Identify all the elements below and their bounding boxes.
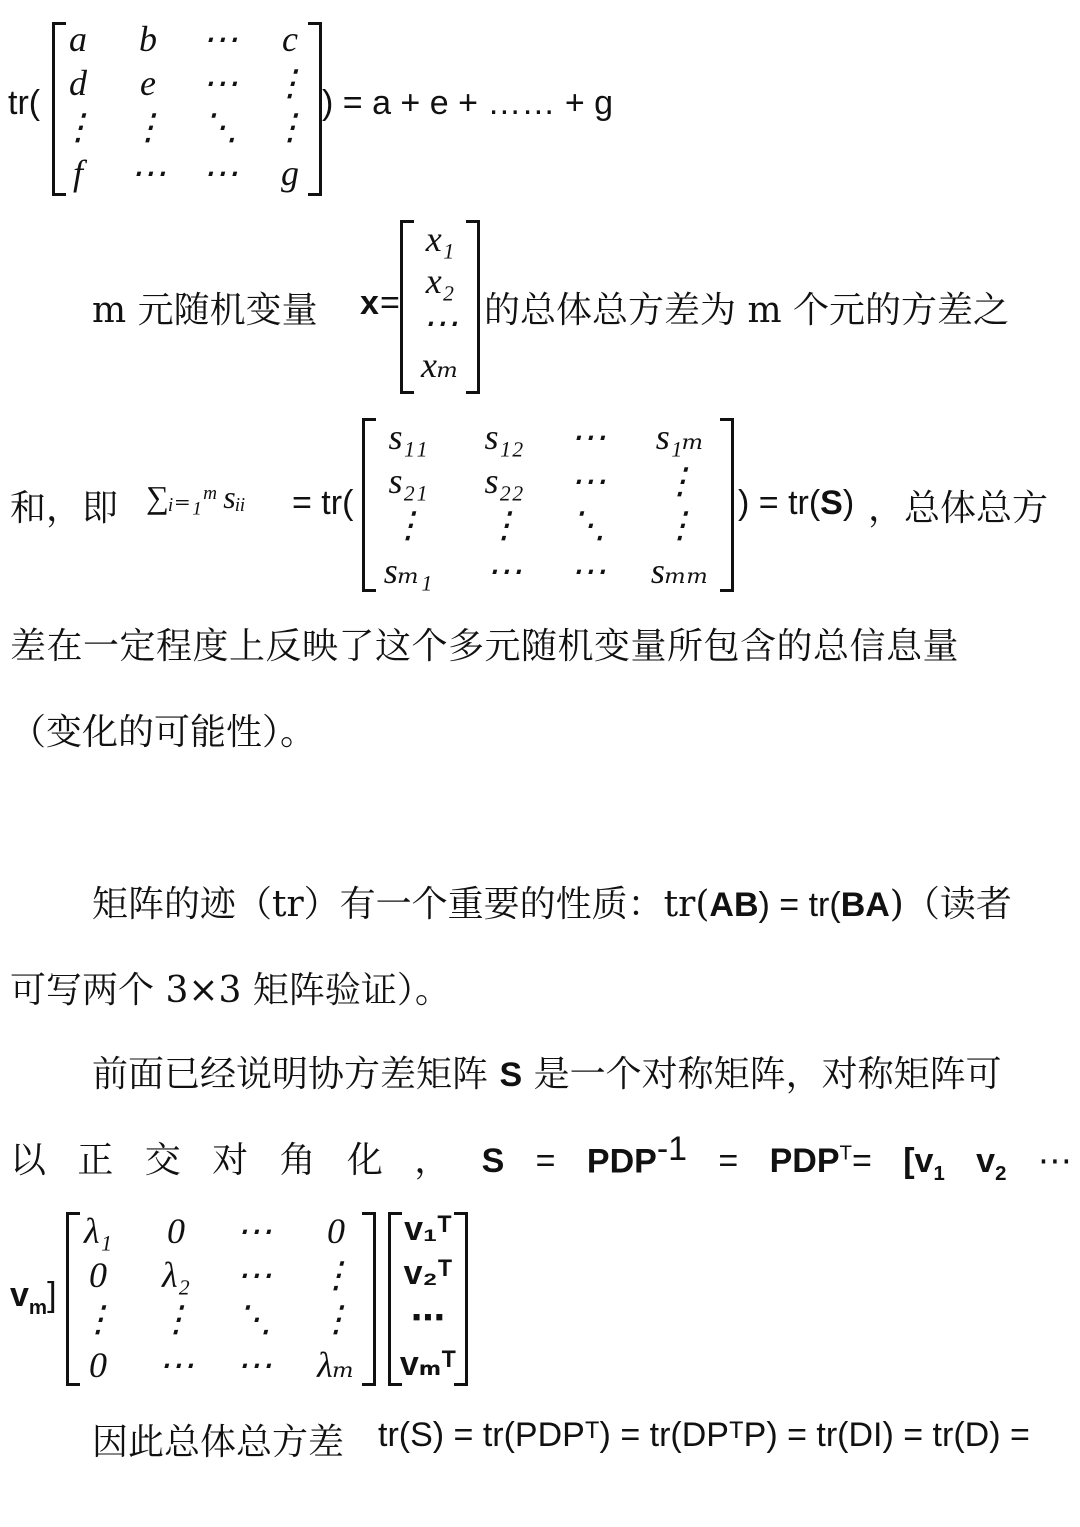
trace-suffix: ) = a + e + …… + g xyxy=(322,84,614,122)
diagonal-cell: 0 xyxy=(167,1211,185,1251)
diagonal-cell: ⋮ xyxy=(318,1299,354,1339)
trace-example-cell: ⋮ xyxy=(272,107,308,147)
sum-expression: ∑ᵢ₌₁ᵐ sᵢᵢ xyxy=(146,479,246,515)
diagonal-cell: ⋮ xyxy=(318,1255,354,1295)
covariance-cell: ⋮ xyxy=(662,505,698,545)
sum-tr-close: ) = tr(S) xyxy=(738,484,855,522)
trace-example-matrix xyxy=(52,18,322,196)
covariance-cell: s₁₁ xyxy=(388,417,428,457)
trace-example-cell: ⋯ xyxy=(202,63,238,103)
covariance-cell: ⋱ xyxy=(570,505,606,545)
eigenvector-entry: vₘᵀ xyxy=(399,1345,457,1383)
diagonal-cell: λ₂ xyxy=(161,1255,191,1295)
trace-example-cell: e xyxy=(140,63,156,103)
random-vector-var: x xyxy=(360,284,379,322)
covariance-matrix xyxy=(362,416,734,590)
diagonal-cell: λ₁ xyxy=(83,1211,113,1251)
diagonal-cell: λₘ xyxy=(317,1345,355,1385)
random-vector-entry: ⋯ xyxy=(422,303,458,343)
random-vector-column xyxy=(400,218,480,392)
diagonal-cell: ⋮ xyxy=(158,1299,194,1339)
diagonal-cell: ⋱ xyxy=(236,1299,272,1339)
final-expression: tr(S) = tr(PDPᵀ) = tr(DPᵀP) = tr(DI) = tr(D) = xyxy=(378,1416,1030,1454)
final-lead: 因此总体总方差 xyxy=(92,1422,345,1463)
covariance-cell: ⋯ xyxy=(570,417,606,457)
para2-line1: 矩阵的迹（tr）有一个重要的性质：tr(AB) = tr(BA)（读者 xyxy=(92,884,1012,925)
random-vector-eq: = xyxy=(380,284,400,322)
diagonal-cell: ⋯ xyxy=(236,1255,272,1295)
diagonal-cell: 0 xyxy=(89,1345,107,1385)
para1-line1: 差在一定程度上反映了这个多元随机变量所包含的总信息量 xyxy=(10,626,960,667)
diagonal-cell: ⋮ xyxy=(80,1299,116,1339)
covariance-cell: ⋮ xyxy=(390,505,426,545)
para3-line2: 以 正 交 对 角 化 ， S = $PDP^{-1}$ = $PDP^T=$ [$v_1$ $v_2$ ⋯ xyxy=(10,1130,1072,1186)
covariance-cell: ⋮ xyxy=(486,505,522,545)
trace-example-cell: ⋮ xyxy=(60,107,96,147)
trace-example-cell: ⋱ xyxy=(202,107,238,147)
random-vector-entry: x₂ xyxy=(425,261,455,301)
para2-line2: 可写两个 3×3 矩阵验证）。 xyxy=(10,970,451,1011)
diagonal-matrix xyxy=(66,1210,376,1384)
para1-line2: （变化的可能性）。 xyxy=(10,712,317,753)
eigenvector-entry: v₁ᵀ xyxy=(404,1210,452,1248)
diagonal-cell: ⋯ xyxy=(236,1345,272,1385)
trace-example-cell: g xyxy=(281,153,299,193)
trace-example-cell: ⋮ xyxy=(130,107,166,147)
eigenvector-entry: ⋯ xyxy=(411,1299,445,1337)
diagonal-cell: ⋯ xyxy=(236,1211,272,1251)
eigenvector-column xyxy=(388,1210,468,1384)
trace-example-cell: c xyxy=(282,19,298,59)
eigenvector-entry: v₂ᵀ xyxy=(403,1254,453,1292)
sum-tail: ，总体总方 xyxy=(868,488,1049,529)
covariance-cell: ⋯ xyxy=(570,551,606,591)
vm-label: $v_m$] xyxy=(10,1276,57,1319)
covariance-cell: sₘ₁ xyxy=(383,551,433,591)
trace-prefix: tr( xyxy=(8,84,41,122)
covariance-cell: ⋯ xyxy=(570,461,606,501)
trace-example-cell: ⋯ xyxy=(202,153,238,193)
trace-example-cell: ⋯ xyxy=(202,19,238,59)
random-vector-entry: x₁ xyxy=(425,219,455,259)
sum-lead: 和，即 xyxy=(10,488,119,529)
covariance-cell: s₁ₘ xyxy=(655,417,705,457)
covariance-cell: ⋮ xyxy=(662,461,698,501)
trace-example-cell: f xyxy=(72,153,83,193)
diagonal-cell: ⋯ xyxy=(158,1345,194,1385)
trace-example-cell: b xyxy=(139,19,157,59)
trace-example-cell: d xyxy=(69,63,87,103)
trace-example-cell: ⋯ xyxy=(130,153,166,193)
para3-line1: 前面已经说明协方差矩阵 S 是一个对称矩阵，对称矩阵可 xyxy=(92,1054,1002,1095)
covariance-cell: s₂₁ xyxy=(388,461,428,501)
covariance-cell: s₁₂ xyxy=(484,417,524,457)
covariance-cell: s₂₂ xyxy=(484,461,524,501)
trace-example-cell: a xyxy=(69,19,87,59)
diagonal-cell: 0 xyxy=(89,1255,107,1295)
diagonal-cell: 0 xyxy=(327,1211,345,1251)
sum-tr-open: = tr( xyxy=(292,484,354,522)
trace-example-cell: ⋮ xyxy=(272,63,308,103)
covariance-cell: ⋯ xyxy=(486,551,522,591)
random-vector-tail: 的总体总方差为 m 个元的方差之 xyxy=(484,290,1010,331)
random-vector-lead: m 元随机变量 xyxy=(92,290,318,331)
random-vector-entry: xₘ xyxy=(420,345,460,385)
covariance-cell: sₘₘ xyxy=(650,551,710,591)
